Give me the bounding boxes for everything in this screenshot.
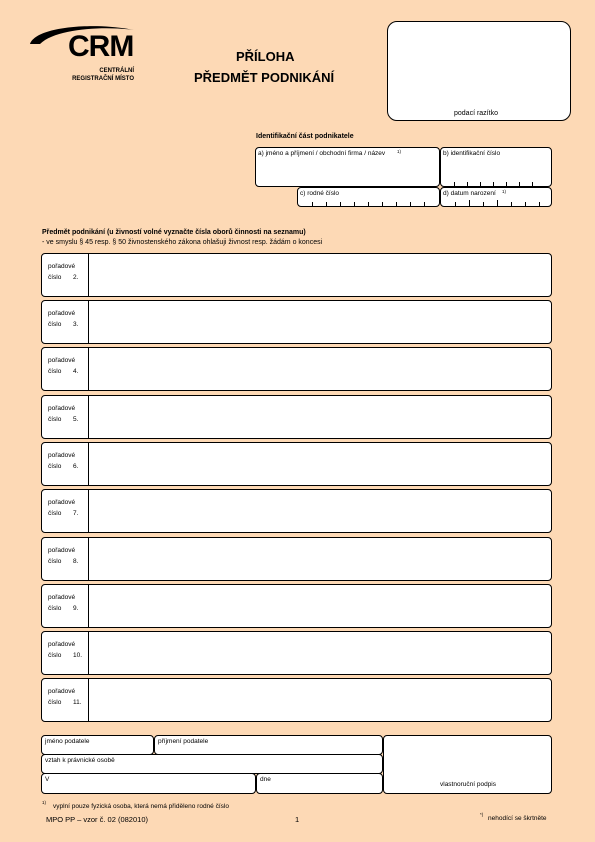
subject-row-2[interactable] — [41, 253, 552, 297]
row-label-1: pořadové — [48, 594, 76, 601]
subject-row-10[interactable] — [41, 631, 552, 675]
row-number: 6. — [73, 463, 79, 470]
name-field[interactable] — [255, 147, 440, 187]
row-number: 11. — [73, 699, 82, 706]
subject-subheading: - ve smyslu § 45 resp. § 50 živnostenského zákona ohlašuji živnost resp. žádám o koncesi — [42, 239, 323, 246]
date-label: dne — [260, 776, 271, 783]
submitter-last-name-label: příjmení podatele — [158, 738, 209, 745]
place-field[interactable] — [41, 773, 256, 794]
row-label-1: pořadové — [48, 641, 76, 648]
row-label-1: pořadové — [48, 547, 76, 554]
subject-heading: Předmět podnikání (u živností volné vyznačte čísla oborů činnosti na seznamu) — [42, 229, 306, 236]
logo-text: CRM — [68, 30, 134, 63]
row-number: 5. — [73, 416, 79, 423]
footnote-text: vyplní pouze fyzická osoba, která nemá přiděleno rodné číslo — [53, 803, 229, 810]
birth-number-ticks — [298, 200, 441, 206]
row-label-2: číslo — [48, 463, 62, 470]
crm-logo — [26, 22, 142, 84]
row-number: 2. — [73, 274, 79, 281]
logo-subtitle-2: REGISTRAČNÍ MÍSTO — [72, 76, 134, 82]
no-cross-mark: *) — [480, 812, 484, 817]
form-id: MPO PP – vzor č. 02 (082010) — [46, 815, 148, 824]
row-label-1: pořadové — [48, 357, 76, 364]
identification-number-field[interactable] — [440, 147, 552, 187]
row-number: 7. — [73, 510, 79, 517]
no-cross-text: nehodící se škrtněte — [488, 815, 547, 822]
name-field-footnote: 1) — [397, 149, 402, 154]
birth-date-ticks — [441, 200, 553, 206]
subject-row-3[interactable] — [41, 300, 552, 344]
submitter-last-name-field[interactable] — [154, 735, 383, 755]
subject-row-8[interactable] — [41, 537, 552, 581]
page-title-line2: PŘEDMĚT PODNIKÁNÍ — [194, 70, 335, 85]
submitter-first-name-field[interactable] — [41, 735, 154, 755]
relation-field[interactable] — [41, 754, 383, 774]
stamp-label: podací razítko — [454, 110, 498, 117]
stamp-box[interactable] — [387, 21, 571, 121]
row-number: 4. — [73, 368, 79, 375]
page-title-line1: PŘÍLOHA — [236, 49, 295, 64]
birth-date-footnote: 1) — [502, 189, 507, 194]
subject-row-9[interactable] — [41, 584, 552, 628]
row-label-1: pořadové — [48, 452, 76, 459]
row-label-2: číslo — [48, 510, 62, 517]
row-label-1: pořadové — [48, 405, 76, 412]
row-number: 3. — [73, 321, 79, 328]
signature-field[interactable] — [383, 735, 552, 794]
birth-number-field[interactable] — [297, 187, 440, 207]
row-label-2: číslo — [48, 652, 62, 659]
subject-row-5[interactable] — [41, 395, 552, 439]
row-label-2: číslo — [48, 274, 62, 281]
birth-date-label: d) datum narození — [443, 190, 496, 197]
row-label-2: číslo — [48, 699, 62, 706]
submitter-first-name-label: jméno podatele — [45, 738, 90, 745]
row-label-2: číslo — [48, 368, 62, 375]
row-label-1: pořadové — [48, 499, 76, 506]
subject-row-11[interactable] — [41, 678, 552, 722]
row-label-2: číslo — [48, 321, 62, 328]
relation-label: vztah k právnické osobě — [45, 757, 115, 764]
identification-number-label: b) identifikační číslo — [443, 150, 501, 157]
row-label-2: číslo — [48, 605, 62, 612]
row-number: 10. — [73, 652, 83, 659]
subject-row-4[interactable] — [41, 347, 552, 391]
place-label: V — [45, 776, 50, 783]
row-label-2: číslo — [48, 416, 62, 423]
row-number: 9. — [73, 605, 79, 612]
subject-row-7[interactable] — [41, 489, 552, 533]
identification-heading: Identifikační část podnikatele — [256, 133, 354, 140]
signature-label: vlastnoruční podpis — [440, 781, 497, 788]
name-field-label: a) jméno a příjmení / obchodní firma / název — [258, 150, 386, 157]
row-label-2: číslo — [48, 558, 62, 565]
identification-number-ticks — [441, 180, 553, 186]
row-label-1: pořadové — [48, 310, 76, 317]
logo-subtitle-1: CENTRÁLNÍ — [99, 68, 134, 74]
row-label-1: pořadové — [48, 688, 76, 695]
row-number: 8. — [73, 558, 79, 565]
row-label-1: pořadové — [48, 263, 76, 270]
footnote-mark: 1) — [42, 800, 47, 805]
birth-date-field[interactable] — [440, 187, 552, 207]
birth-number-label: c) rodné číslo — [300, 190, 340, 197]
date-field[interactable] — [256, 773, 383, 794]
subject-row-6[interactable] — [41, 442, 552, 486]
page-number: 1 — [295, 815, 300, 824]
